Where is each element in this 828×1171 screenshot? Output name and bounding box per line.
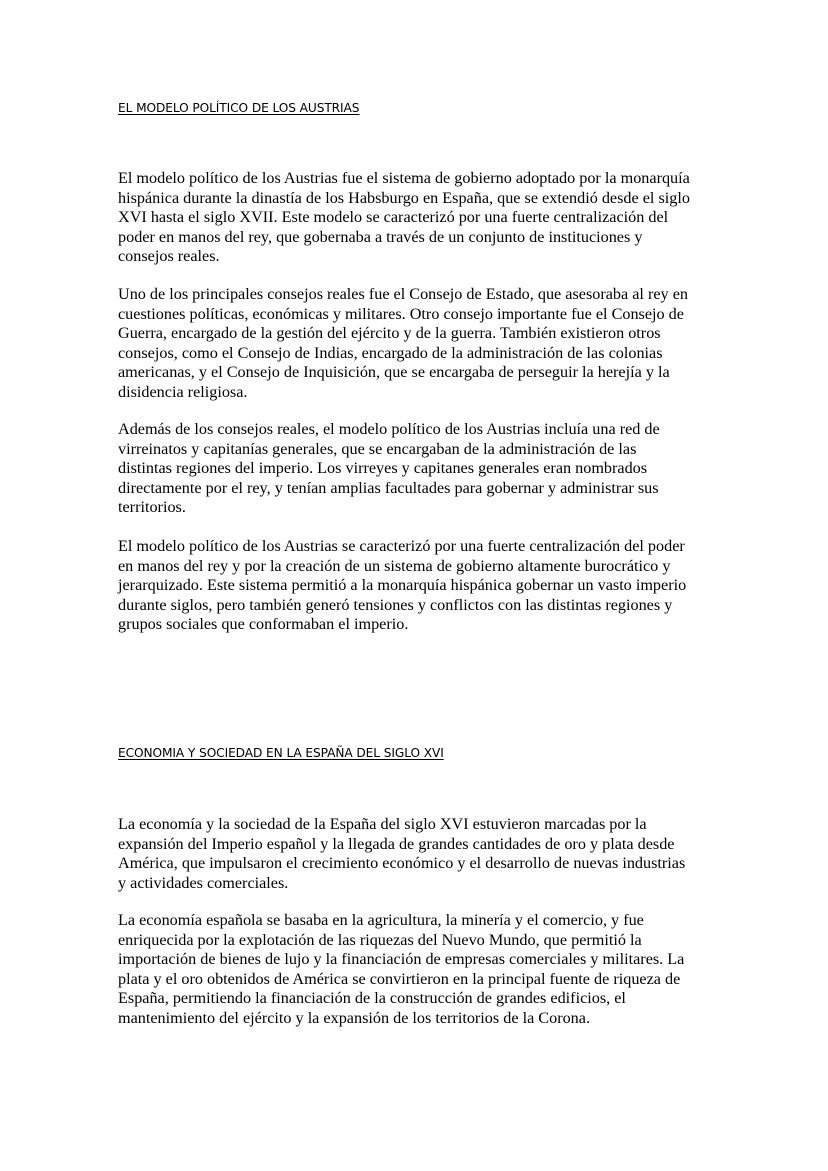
text-line: hispánica durante la dinastía de los Habsburgo en España, que se extendió desde el siglo <box>118 188 690 207</box>
text-line: Uno de los principales consejos reales fue el Consejo de Estado, que asesoraba al rey en <box>118 285 688 303</box>
paragraph <box>118 420 718 518</box>
text-line: durante siglos, pero también generó tensiones y conflictos con las distintas regiones y <box>118 595 673 614</box>
text-line: La economía española se basaba en la agricultura, la minería y el comercio, y fue <box>118 911 644 929</box>
text-line: plata y el oro obtenidos de América se convirtieron en la principal fuente de riqueza de <box>118 969 681 988</box>
text-line: y actividades comerciales. <box>118 873 289 892</box>
section-heading-economia: ECONOMIA Y SOCIEDAD EN LA ESPAÑA DEL SIGLO XVI <box>118 746 444 760</box>
text-line: El modelo político de los Austrias fue el sistema de gobierno adoptado por la monarquía <box>118 169 690 187</box>
section-heading-austrias: EL MODELO POLÍTICO DE LOS AUSTRIAS <box>118 101 360 115</box>
text-line: Guerra, encargado de la gestión del ejército y de la guerra. También existieron otros <box>118 324 661 342</box>
text-line: territorios. <box>118 498 186 516</box>
text-line: España, permitiendo la financiación de la construcción de grandes edificios, el <box>118 989 626 1007</box>
text-line: América, que impulsaron el crecimiento económico y el desarrollo de nuevas industrias <box>118 854 686 872</box>
text-line: disidencia religiosa. <box>118 382 248 401</box>
paragraph <box>118 537 718 635</box>
text-line: en manos del rey y por la creación de un sistema de gobierno altamente burocrático y <box>118 556 671 575</box>
paragraph <box>118 285 718 402</box>
text-line: expansión del Imperio español y la llegada de grandes cantidades de oro y plata desde <box>118 834 675 853</box>
text-line: consejos reales. <box>118 247 220 265</box>
text-line: importación de bienes de lujo y la financiación de empresas comerciales y militares. La <box>118 950 685 968</box>
paragraph <box>118 815 718 893</box>
text-line: mantenimiento del ejército y la expansión de los territorios de la Corona. <box>118 1008 590 1027</box>
text-line: virreinatos y capitanías generales, que se encargaban de la administración de las <box>118 439 637 458</box>
text-line: Además de los consejos reales, el modelo político de los Austrias incluía una red de <box>118 420 660 438</box>
text-line: enriquecida por la explotación de las riquezas del Nuevo Mundo, que permitió la <box>118 930 642 949</box>
text-line: cuestiones políticas, económicas y militares. Otro consejo importante fue el Consejo de <box>118 304 684 323</box>
text-line: grupos sociales que conformaban el imperio. <box>118 615 409 633</box>
text-line: americanas, y el Consejo de Inquisición, que se encargaba de perseguir la herejía y la <box>118 363 670 381</box>
text-line: La economía y la sociedad de la España del siglo XVI estuvieron marcadas por la <box>118 815 647 833</box>
text-line: consejos, como el Consejo de Indias, encargado de la administración de las colonias <box>118 343 663 362</box>
text-line: El modelo político de los Austrias se caracterizó por una fuerte centralización del poder <box>118 537 685 555</box>
text-line: poder en manos del rey, que gobernaba a través de un conjunto de instituciones y <box>118 227 643 246</box>
paragraph <box>118 911 718 1028</box>
paragraph <box>118 169 718 267</box>
text-line: directamente por el rey, y tenían amplias facultades para gobernar y administrar sus <box>118 478 659 497</box>
text-line: jerarquizado. Este sistema permitió a la monarquía hispánica gobernar un vasto imperio <box>118 576 687 594</box>
text-line: XVI hasta el siglo XVII. Este modelo se caracterizó por una fuerte centralización del <box>118 208 669 226</box>
text-line: distintas regiones del imperio. Los virreyes y capitanes generales eran nombrados <box>118 459 648 477</box>
